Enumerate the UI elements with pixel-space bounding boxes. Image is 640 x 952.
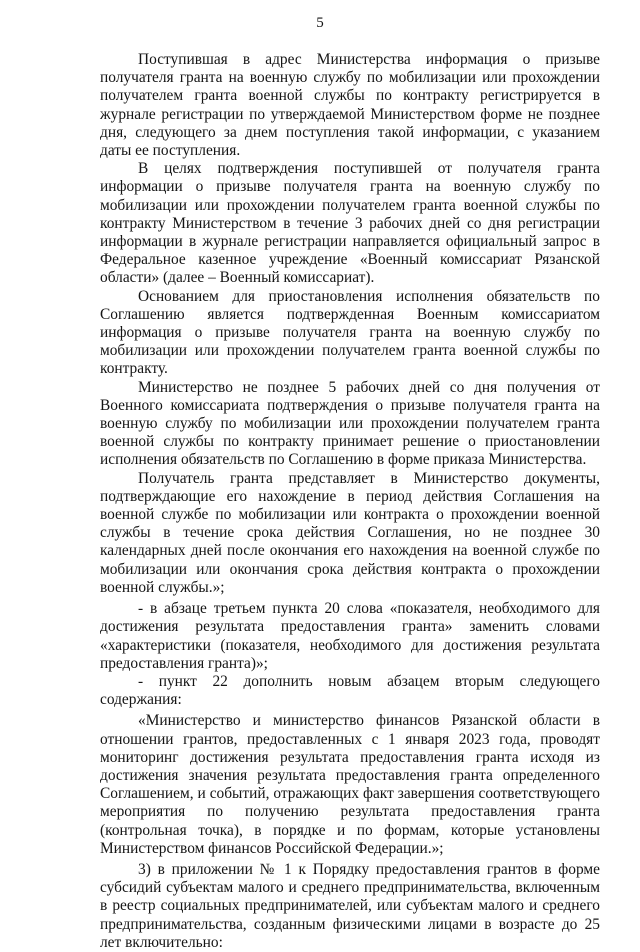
paragraph-recipient-documents: Получатель гранта представляет в Министерство документы, подтверждающие его нахождение в период действия Соглашения на военной службе по мобилизации или контракта о прохождении военной службы в течение срока действия Соглашения, но не позднее 30 календарных дней после окончания его нахождения на военной службе по мобилизации или окончания срока действия контракта о прохождении военной службы.»; (100, 469, 600, 596)
paragraph-amend-clause-22: - пункт 22 дополнить новым абзацем вторым следующего содержания: (100, 672, 600, 709)
document-body (100, 51, 600, 952)
paragraph-official-request: В целях подтверждения поступившей от получателя гранта информации о призыве получателя гранта на военную службу по мобилизации или прохождении получателем гранта военной службы по контракту Министерством в течение 3 рабочих дней со дня регистрации информации в журнале регистрации направляется официальный запрос в Федеральное казенное учреждение «Военный комиссариат Рязанской области» (далее – Военный комиссариат). (100, 160, 600, 287)
paragraph-ministry-decision: Министерство не позднее 5 рабочих дней со дня получения от Военного комиссариата подтверждения о призыве получателя гранта на военную службу по мобилизации или прохождении получателем гранта военной службы по контракту принимает решение о приостановлении исполнения обязательств по Соглашению в форме приказа Министерства. (100, 378, 600, 469)
paragraph-amend-clause-20: - в абзаце третьем пункта 20 слова «показателя, необходимого для достижения результата предоставления гранта» заменить словами «характеристики (показателя, необходимого для достижения результата предоставления гранта)»; (100, 600, 600, 672)
paragraph-appendix-1: 3) в приложении № 1 к Порядку предоставления грантов в форме субсидий субъектам малого и среднего предпринимательства, включенным в реестр социальных предпринимателей, или субъектам малого и среднего предпринимательства, созданным физическими лицами в возрасте до 25 лет включительно: (100, 860, 600, 951)
paragraph-info-registration: Поступившая в адрес Министерства информация о призыве получателя гранта на военную службу по мобилизации или прохождении получателем гранта военной службы по контракту регистрируется в журнале регистрации по утверждаемой Министерством форме не позднее дня, следующего за днем поступления такой информации, с указанием даты ее поступления. (100, 51, 600, 160)
page-number: 5 (316, 15, 324, 31)
paragraph-suspension-basis: Основанием для приостановления исполнения обязательств по Соглашению является подтвержденная Военным комиссариатом информация о призыве получателя гранта на военную службу по мобилизации или прохождении получателем гранта военной службы по контракту. (100, 287, 600, 378)
paragraph-monitoring: «Министерство и министерство финансов Рязанской области в отношении грантов, предоставленных с 1 января 2023 года, проводят мониторинг достижения результата предоставления гранта исходя из достижения значения результата предоставления гранта определенного Соглашением, и событий, отражающих факт завершения соответствующего мероприятия по получению результата предоставления гранта (контрольная точка), в порядке и по формам, которые установлены Министерством финансов Российской Федерации.»; (100, 712, 600, 857)
